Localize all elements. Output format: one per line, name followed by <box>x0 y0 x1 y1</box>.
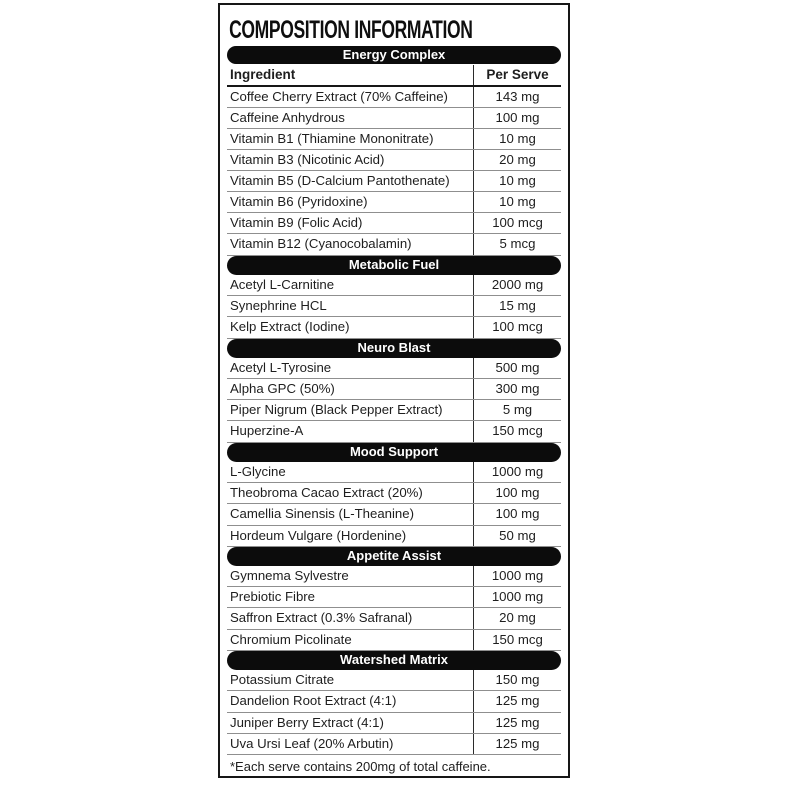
ingredient-amount: 100 mg <box>473 108 561 128</box>
section-banner: Appetite Assist <box>227 547 561 566</box>
ingredient-row <box>227 171 561 192</box>
ingredient-row <box>227 275 561 296</box>
ingredient-amount: 300 mg <box>473 379 561 399</box>
ingredient-name: Uva Ursi Leaf (20% Arbutin) <box>230 735 394 751</box>
ingredient-amount: 1000 mg <box>473 462 561 482</box>
ingredient-row <box>227 87 561 108</box>
section-banner: Watershed Matrix <box>227 651 561 670</box>
ingredient-name: Huperzine-A <box>230 423 304 439</box>
footnote: *Each serve contains 200mg of total caffeine. <box>230 758 491 774</box>
ingredient-name: Alpha GPC (50%) <box>230 381 335 397</box>
per-serve-column-header: Per Serve <box>473 65 561 85</box>
ingredient-amount: 125 mg <box>473 734 561 754</box>
ingredient-name: Juniper Berry Extract (4:1) <box>230 714 384 730</box>
ingredient-name: Vitamin B5 (D-Calcium Pantothenate) <box>230 173 450 189</box>
ingredient-name: Prebiotic Fibre <box>230 589 316 605</box>
ingredient-amount: 15 mg <box>473 296 561 316</box>
ingredient-row <box>227 670 561 691</box>
ingredient-amount: 1000 mg <box>473 566 561 586</box>
ingredient-name: Potassium Citrate <box>230 672 335 688</box>
ingredient-amount: 50 mg <box>473 526 561 546</box>
ingredient-row <box>227 379 561 400</box>
ingredient-name: Vitamin B1 (Thiamine Mononitrate) <box>230 130 434 146</box>
ingredient-row <box>227 358 561 379</box>
ingredient-name: Vitamin B12 (Cyanocobalamin) <box>230 236 412 252</box>
ingredient-name: Theobroma Cacao Extract (20%) <box>230 485 423 501</box>
ingredient-row <box>227 192 561 213</box>
ingredient-amount: 10 mg <box>473 129 561 149</box>
section-banner: Energy Complex <box>227 46 561 65</box>
ingredient-row <box>227 462 561 483</box>
ingredient-amount: 150 mg <box>473 670 561 690</box>
ingredient-name: Camellia Sinensis (L-Theanine) <box>230 506 414 522</box>
ingredient-row <box>227 526 561 547</box>
ingredient-amount: 150 mcg <box>473 421 561 441</box>
ingredient-row <box>227 296 561 317</box>
ingredient-column-header: Ingredient <box>230 66 296 82</box>
ingredient-row <box>227 608 561 629</box>
section-banner: Mood Support <box>227 443 561 462</box>
ingredient-amount: 100 mcg <box>473 317 561 337</box>
ingredient-row <box>227 504 561 525</box>
ingredient-name: Dandelion Root Extract (4:1) <box>230 693 397 709</box>
ingredient-name: Hordeum Vulgare (Hordenine) <box>230 527 407 543</box>
ingredient-amount: 100 mg <box>473 483 561 503</box>
ingredient-amount: 10 mg <box>473 171 561 191</box>
composition-panel <box>218 3 570 778</box>
ingredient-name: Piper Nigrum (Black Pepper Extract) <box>230 402 443 418</box>
ingredient-name: Vitamin B3 (Nicotinic Acid) <box>230 151 385 167</box>
column-header-row <box>227 65 561 87</box>
ingredient-row <box>227 213 561 234</box>
ingredient-name: Chromium Picolinate <box>230 631 352 647</box>
ingredient-row <box>227 483 561 504</box>
ingredient-name: L-Glycine <box>230 464 286 480</box>
ingredient-row <box>227 150 561 171</box>
ingredient-amount: 10 mg <box>473 192 561 212</box>
ingredient-amount: 2000 mg <box>473 275 561 295</box>
ingredient-row <box>227 734 561 755</box>
ingredient-amount: 500 mg <box>473 358 561 378</box>
ingredient-row <box>227 108 561 129</box>
ingredient-name: Saffron Extract (0.3% Safranal) <box>230 610 413 626</box>
section-banner: Metabolic Fuel <box>227 256 561 275</box>
ingredient-name: Acetyl L-Tyrosine <box>230 360 332 376</box>
ingredient-row <box>227 317 561 338</box>
ingredient-amount: 20 mg <box>473 150 561 170</box>
ingredient-row <box>227 234 561 255</box>
ingredient-amount: 100 mg <box>473 504 561 524</box>
ingredient-name: Coffee Cherry Extract (70% Caffeine) <box>230 88 448 104</box>
composition-table <box>220 46 568 755</box>
panel-title: COMPOSITION INFORMATION <box>229 16 473 44</box>
ingredient-row <box>227 630 561 651</box>
ingredient-row <box>227 713 561 734</box>
ingredient-row <box>227 421 561 442</box>
section-banner: Neuro Blast <box>227 339 561 358</box>
ingredient-name: Caffeine Anhydrous <box>230 109 345 125</box>
ingredient-name: Gymnema Sylvestre <box>230 568 349 584</box>
ingredient-name: Vitamin B9 (Folic Acid) <box>230 215 363 231</box>
ingredient-name: Kelp Extract (Iodine) <box>230 319 350 335</box>
ingredient-amount: 143 mg <box>473 87 561 107</box>
ingredient-row <box>227 400 561 421</box>
ingredient-amount: 5 mcg <box>473 234 561 254</box>
ingredient-amount: 125 mg <box>473 713 561 733</box>
ingredient-amount: 5 mg <box>473 400 561 420</box>
ingredient-row <box>227 566 561 587</box>
ingredient-amount: 150 mcg <box>473 630 561 650</box>
ingredient-row <box>227 587 561 608</box>
ingredient-amount: 125 mg <box>473 691 561 711</box>
ingredient-name: Vitamin B6 (Pyridoxine) <box>230 194 368 210</box>
ingredient-row <box>227 129 561 150</box>
ingredient-row <box>227 691 561 712</box>
ingredient-name: Synephrine HCL <box>230 298 327 314</box>
ingredient-amount: 1000 mg <box>473 587 561 607</box>
ingredient-name: Acetyl L-Carnitine <box>230 277 335 293</box>
ingredient-amount: 100 mcg <box>473 213 561 233</box>
ingredient-amount: 20 mg <box>473 608 561 628</box>
